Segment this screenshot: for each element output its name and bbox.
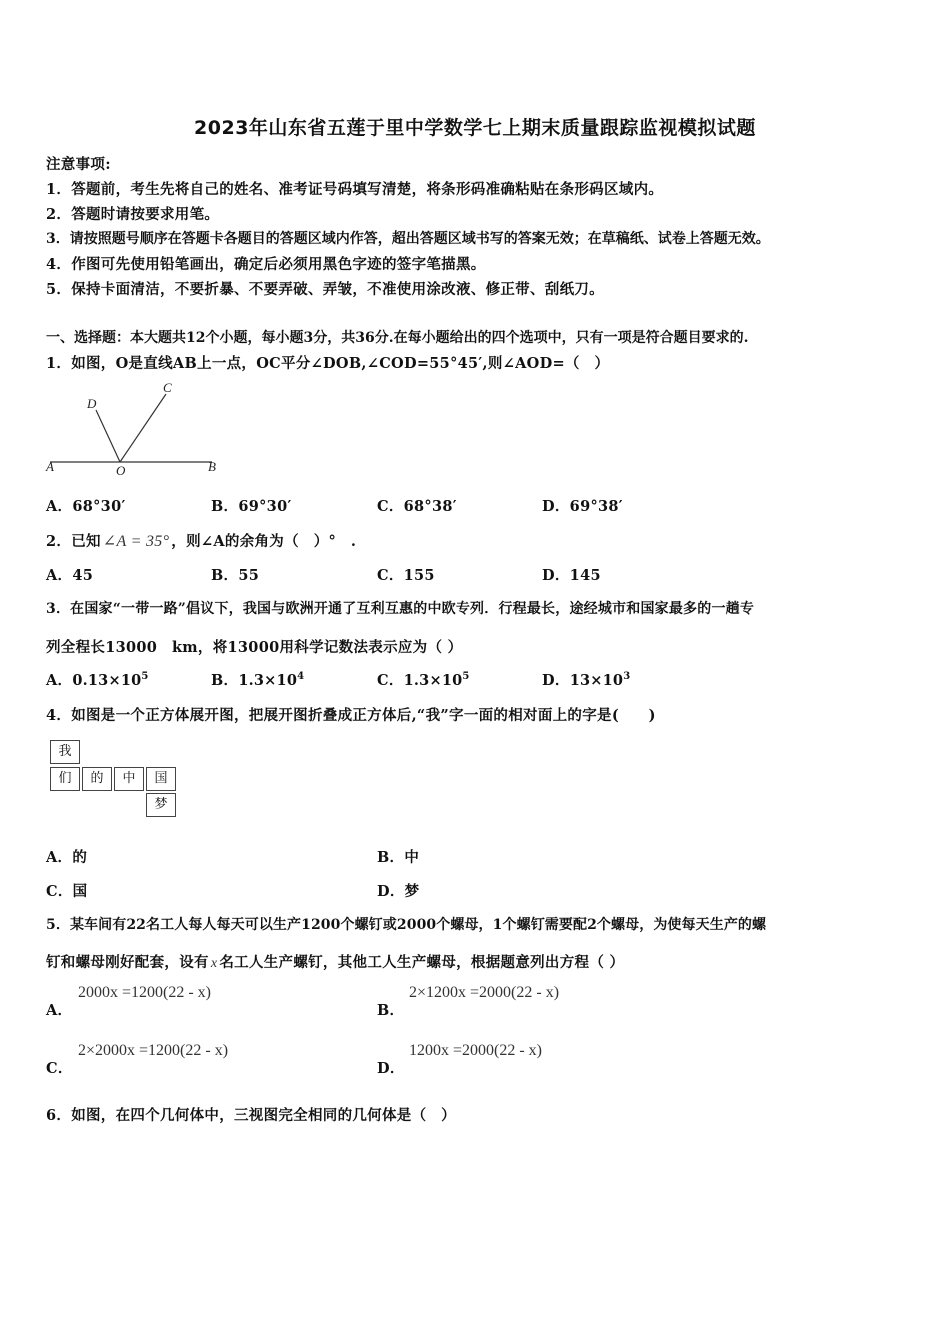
notice-item: 4．作图可先使用铅笔画出，确定后必须用黑色字迹的签字笔描黑。 — [46, 256, 486, 273]
q3-option-c[interactable] — [377, 669, 470, 690]
option-label: B． — [211, 672, 239, 689]
q4-option-b[interactable]: B．中 — [377, 849, 420, 866]
question-5-line1: 5．某车间有22名工人每人每天可以生产1200个螺钉或2000个螺母，1个螺钉需要配2个螺母，为使每天生产的螺 — [46, 917, 767, 933]
q1-option-d[interactable]: D．69°38′ — [542, 498, 623, 515]
q2-option-b[interactable]: B．55 — [211, 567, 260, 584]
label-b: B — [208, 459, 216, 474]
q5-option-d-label[interactable]: D． — [377, 1060, 405, 1077]
q2-math: ∠A = 35° — [102, 533, 170, 550]
net-cell-men: 们 — [50, 767, 80, 791]
question-2-stem — [46, 530, 356, 551]
section-heading: 一、选择题：本大题共12个小题，每小题3分，共36分.在每小题给出的四个选项中，只有一项是符合题目要求的. — [46, 330, 749, 346]
label-d: D — [87, 396, 97, 411]
q4-option-c[interactable]: C．国 — [46, 883, 88, 900]
question-5-line2 — [46, 951, 624, 972]
q2-stem-pre: 2．已知 — [46, 533, 101, 550]
q2-option-c[interactable]: C．155 — [377, 567, 435, 584]
net-cell-de: 的 — [82, 767, 112, 791]
q4-option-d[interactable]: D．梦 — [377, 883, 420, 900]
label-c: C — [163, 380, 172, 395]
option-label: C． — [377, 672, 404, 689]
option-label: A． — [46, 672, 73, 689]
q2-stem-post: ，则∠A的余角为（ ）° . — [171, 533, 357, 550]
question-1-stem: 1．如图，O是直线AB上一点，OC平分∠DOB,∠COD=55°45′,则∠AOD=（ ） — [46, 355, 610, 372]
q5-var: x — [210, 956, 218, 971]
q1-option-a[interactable]: A．68°30′ — [46, 498, 126, 515]
question-1-figure — [40, 378, 230, 478]
question-6-stem: 6．如图，在四个几何体中，三视图完全相同的几何体是（ ） — [46, 1107, 456, 1124]
page-title: 2023年山东省五莲于里中学数学七上期末质量跟踪监视模拟试题 — [194, 117, 756, 139]
q5-option-a-label[interactable]: A． — [46, 1002, 73, 1019]
question-3-line1: 3．在国家“一带一路”倡议下，我国与欧洲开通了互利互惠的中欧专列．行程最长，途经城市和国家最多的一趟专 — [46, 601, 755, 617]
q4-option-a[interactable]: A．的 — [46, 849, 88, 866]
option-value: 1.3×10 — [403, 672, 463, 689]
q3-option-b[interactable] — [211, 669, 304, 690]
option-exponent: 5 — [462, 671, 470, 683]
option-label: D． — [542, 672, 570, 689]
q2-option-a[interactable]: A．45 — [46, 567, 94, 584]
q5-option-b-eq: 2×1200x =2000(22 - x) — [409, 984, 560, 1001]
q5-option-b-label[interactable]: B． — [377, 1002, 405, 1019]
notice-item: 5．保持卡面清洁，不要折暴、不要弄破、弄皱，不准使用涂改液、修正带、刮纸刀。 — [46, 281, 604, 298]
ray-oc — [120, 394, 166, 462]
net-cell-zhong: 中 — [114, 767, 144, 791]
option-value: 13×10 — [569, 672, 624, 689]
option-value: 0.13×10 — [72, 672, 142, 689]
q5-option-d-eq: 1200x =2000(22 - x) — [409, 1042, 543, 1059]
notice-item: 2．答题时请按要求用笔。 — [46, 206, 220, 223]
net-cell-wo: 我 — [50, 740, 80, 764]
net-cell-guo: 国 — [146, 767, 176, 791]
label-o: O — [116, 463, 126, 478]
q5-option-c-eq: 2×2000x =1200(22 - x) — [78, 1042, 229, 1059]
option-exponent: 4 — [297, 671, 305, 683]
q5-line2-post: 名工人生产螺钉，其他工人生产螺母，根据题意列出方程（ ） — [219, 954, 625, 971]
question-4-stem: 4．如图是一个正方体展开图，把展开图折叠成正方体后,“我”字一面的相对面上的字是( ) — [46, 707, 656, 724]
ray-od — [96, 410, 120, 462]
net-cell-meng: 梦 — [146, 793, 176, 817]
q2-option-d[interactable]: D．145 — [542, 567, 601, 584]
q3-option-d[interactable] — [542, 669, 630, 690]
notice-heading: 注意事项: — [46, 156, 111, 173]
notice-item: 3．请按照题号顺序在答题卡各题目的答题区域内作答，超出答题区域书写的答案无效；在草稿纸、试卷上答题无效。 — [46, 231, 770, 247]
q5-line2-pre: 钉和螺母刚好配套，设有 — [46, 954, 209, 971]
q5-option-a-eq: 2000x =1200(22 - x) — [78, 984, 212, 1001]
option-exponent: 3 — [623, 671, 631, 683]
q1-option-b[interactable]: B．69°30′ — [211, 498, 292, 515]
q3-option-a[interactable] — [46, 669, 149, 690]
label-a: A — [46, 459, 54, 474]
notice-item: 1．答题前，考生先将自己的姓名、准考证号码填写清楚，将条形码准确粘贴在条形码区域内。 — [46, 181, 664, 198]
question-3-line2: 列全程长13000 km，将13000用科学记数法表示应为（ ） — [46, 639, 463, 656]
option-exponent: 5 — [141, 671, 149, 683]
cube-net — [50, 740, 180, 822]
q1-option-c[interactable]: C．68°38′ — [377, 498, 457, 515]
q5-option-c-label[interactable]: C． — [46, 1060, 73, 1077]
option-value: 1.3×10 — [238, 672, 298, 689]
